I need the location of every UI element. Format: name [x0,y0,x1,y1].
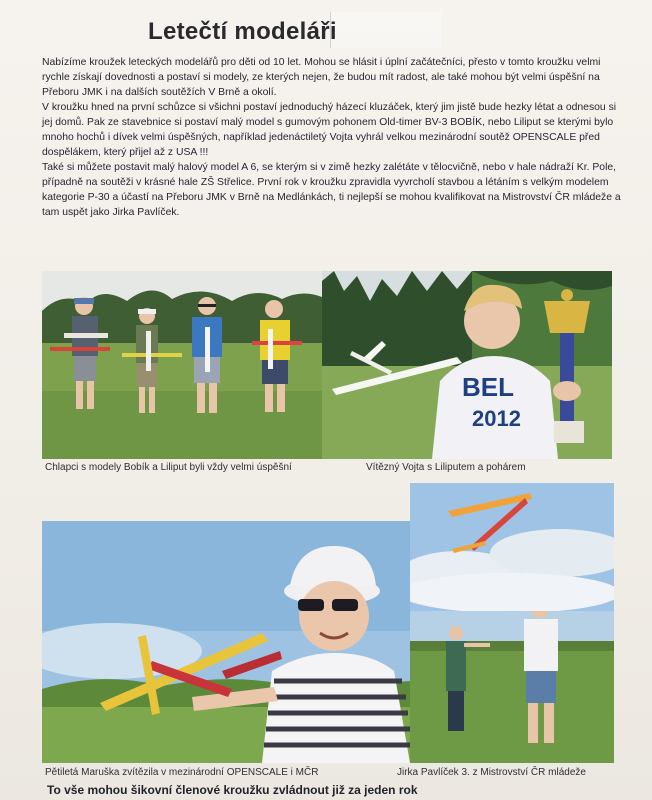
photo-vojta-with-trophy [322,271,612,459]
closing-statement: To vše mohou šikovní členové kroužku zvládnout již za jeden rok [47,783,418,797]
paragraph-1: Nabízíme kroužek leteckých modelářů pro děti od 10 let. Mohou se hlásit i úplní začátečníci, přesto v tomto kroužku velmi rychle získají dovednosti a postaví si modely, ze kterých nejen, že budou mít radost, ale také mohou být velmi úspěšní na Přeboru JMK i na dalších soutěžích V Brně a okolí. [42,57,601,98]
caption-photo-4: Jirka Pavlíček 3. z Mistrovství ČR mládeže [397,767,586,778]
photo-boys-with-models [42,271,322,459]
svg-text:BEL: BEL [462,372,514,402]
paragraph-3: Také si můžete postavit malý halový model A 6, se kterým si v zimě hezky zalétáte v tělocvičně, nebo v hale nádraží Kr. Pole, případně na soutěži v krásné hale ZŠ Střelice. První rok v kroužku zpravidla vyvrcholí stavbou a létáním s velkým modelem kategorie P-30 a účastí na Přeboru JMK v Brně na Medlánkách, ti nejlepší se mohou kvalifikovat na Mistrovství ČR mládeže a tam uspět jako Jirka Pavlíček. [42,162,621,218]
paragraph-2: V kroužku hned na první schůzce si všichni postaví jednoduchý házecí kluzáček, který jim jistě bude hezky létat a odnesou si jej domů. Pak ze stavebnice si postaví malý model s gumovým pohonem Old-timer BV-3 BOBÍK, nebo Liliput se kterými bylo mnoho hochů i dívek velmi úspěšných, například jedenáctiletý Vojta vyhrál velkou mezinárodní soutěž OPENSCALE před dospělákem, který přijel až z USA !!! [42,102,617,158]
caption-photo-2: Vítězný Vojta s Liliputem a pohárem [366,462,526,473]
caption-photo-3: Pětiletá Maruška zvítězila v mezinárodní OPENSCALE i MČR [45,767,319,778]
page-title: Letečtí modeláři [148,18,337,45]
caption-photo-1: Chlapci s modely Bobík a Liliput byli vždy velmi úspěšní [45,462,292,473]
intro-text [42,55,622,220]
photo-maruska-with-model [42,521,410,763]
photo-jirka-on-field [410,611,614,763]
photo-flying-model [410,483,614,611]
faded-header-area [330,12,441,48]
svg-text:2012: 2012 [472,406,521,431]
